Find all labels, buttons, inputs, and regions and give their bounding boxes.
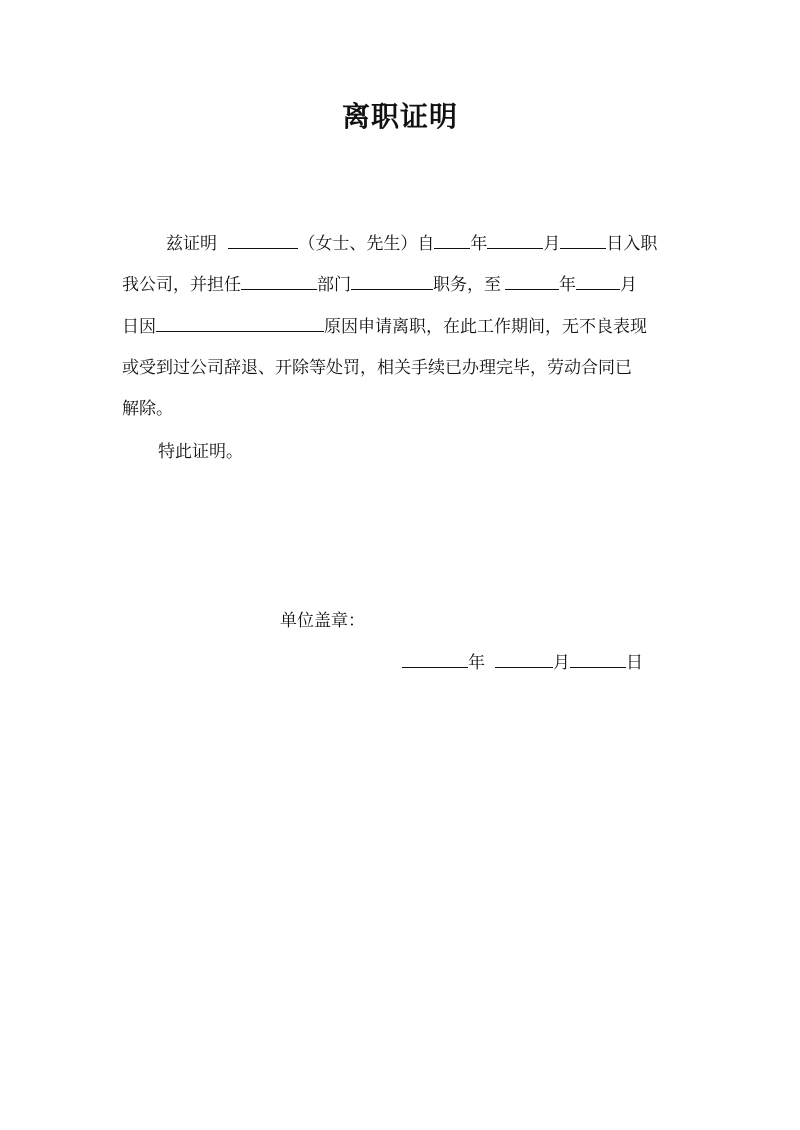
text-gender: （女士、先生）自 [298,234,435,254]
sign-month-label: 月 [553,653,570,673]
sign-day-blank[interactable] [570,650,626,668]
department-blank[interactable] [241,272,317,290]
leave-year-blank[interactable] [505,272,559,290]
body-line-2 [122,272,692,297]
entry-year-blank[interactable] [434,231,470,249]
text-position: 职务，至 [433,275,501,295]
body-line-5: 解除。 [122,399,173,419]
text-join: 我公司，并担任 [122,275,241,295]
text-leave-year: 年 [559,275,576,295]
text-day-reason: 日因 [122,317,156,337]
text-year: 年 [470,234,488,254]
body-line-4: 或受到过公司辞退、开除等处罚，相关手续已办理完毕，劳动合同已 [122,358,632,378]
sign-year-label: 年 [468,653,485,673]
document-title: 离职证明 [341,100,458,133]
entry-day-blank[interactable] [560,231,606,249]
sign-day-label: 日 [626,653,643,673]
text-entry: 日入职 [606,234,658,254]
text-month: 月 [543,234,561,254]
text-reason: 原因申请离职，在此工作期间，无不良表现 [324,317,647,337]
seal-label: 单位盖章： [280,611,365,631]
text-certify: 兹证明 [166,234,217,254]
body-line-1 [122,231,692,256]
sign-month-blank[interactable] [495,650,553,668]
leave-month-blank[interactable] [576,272,620,290]
date-line [402,650,643,675]
entry-month-blank[interactable] [487,231,543,249]
reason-blank[interactable] [156,314,324,332]
position-blank[interactable] [351,272,433,290]
text-department: 部门 [317,275,351,295]
text-leave-month: 月 [620,275,637,295]
body-line-6: 特此证明。 [158,442,243,462]
body-line-3 [122,314,692,339]
sign-year-blank[interactable] [402,650,468,668]
name-blank[interactable] [228,231,298,249]
